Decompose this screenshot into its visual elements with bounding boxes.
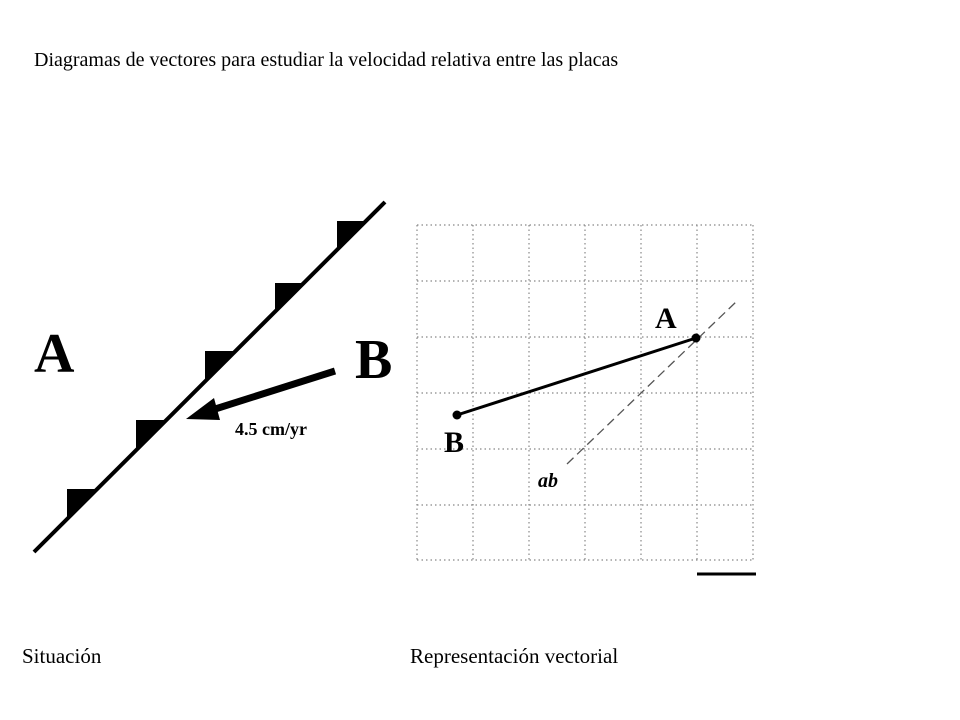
- situation-diagram: [34, 202, 392, 552]
- velocity-arrow-shaft: [212, 371, 335, 410]
- point-a: [692, 334, 701, 343]
- relative-velocity-label: ab: [538, 470, 558, 492]
- plate-b-label: B: [355, 329, 393, 391]
- point-b-label: B: [444, 426, 465, 459]
- relative-velocity-dashed-line: [567, 301, 737, 464]
- fault-tooth: [275, 283, 304, 312]
- fault-tooth: [67, 489, 98, 520]
- point-b: [453, 411, 462, 420]
- fault-tooth: [136, 420, 167, 451]
- vector-b-to-a: [457, 338, 696, 415]
- fault-tooth: [205, 351, 236, 382]
- vector-diagram: [417, 225, 756, 574]
- caption-vector-representation: Representación vectorial: [410, 644, 619, 668]
- velocity-arrowhead: [186, 398, 220, 420]
- plate-a-label: A: [34, 323, 75, 385]
- velocity-label: 4.5 cm/yr: [235, 419, 307, 439]
- point-a-label: A: [655, 302, 677, 335]
- grid: [417, 225, 753, 560]
- fault-tooth: [337, 221, 366, 250]
- caption-situation: Situación: [22, 644, 102, 668]
- figure-title: Diagramas de vectores para estudiar la velocidad relativa entre las placas: [34, 49, 619, 71]
